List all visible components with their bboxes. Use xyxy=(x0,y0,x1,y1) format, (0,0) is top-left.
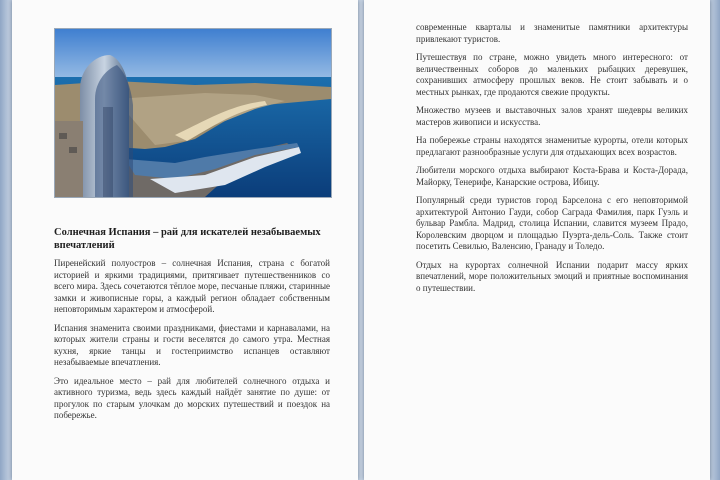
article-heading: Солнечная Испания – рай для искателей незабываемых впечатлений xyxy=(54,227,321,251)
paragraph: Путешествуя по стране, можно увидеть много интересного: от величественных соборов до маленьких рыбацких деревушек, сохранивших атмосферу прошлых веков. Не стоит забывать и о местных рынках, где продаются свежие продукты. xyxy=(416,52,688,97)
paragraph: Пиренейский полуостров – солнечная Испания, страна с богатой историей и яркими традициями, притягивает путешественников со всего мира. Здесь сочетаются тёплое море, песчаные пляжи, старинные замки и живописные горы, а каждый регион обладает собственным неповторимым характером и атмосферой. xyxy=(54,258,330,314)
paragraph: Любители морского отдыха выбирают Коста-Брава и Коста-Дорада, Майорку, Тенерифе, Канарские острова, Ибицу. xyxy=(416,165,688,187)
paragraph: Популярный среди туристов город Барселона с его неповторимой архитектурой Антонио Гауди, собор Саграда Фамилия, парк Гуэль и бульвар Рамбла. Мадрид, столица Испании, славится музеем Прадо, Королевским дворцом и площадью Пуэрта-дель-Соль. Также стоит посетить Севилью, Валенсию, Гранаду и Толедо. xyxy=(416,195,688,251)
paragraph: Испания знаменита своими праздниками, фиестами и карнавалами, на которых жители страны и гости веселятся до самого утра. Местная кухня, яркие танцы и гостеприимство испанцев оставляют незабываемые впечатления. xyxy=(54,322,330,367)
paragraph: Множество музеев и выставочных залов хранят шедевры великих мастеров живописи и искусства. xyxy=(416,105,688,127)
right-column xyxy=(416,22,688,301)
page-fade xyxy=(54,468,330,480)
page-right xyxy=(364,0,710,480)
page-left xyxy=(12,0,358,480)
paragraph: Это идеальное место – рай для любителей солнечного отдыха и активного туризма, ведь здесь каждый найдёт занятие по душе: от прогулок по старым улочкам до морских путешествий и поездок на побережье. xyxy=(54,375,330,420)
paragraph: современные кварталы и знаменитые памятники архитектуры привлекают туристов. xyxy=(416,22,688,44)
paragraph: Отдых на курортах солнечной Испании подарит массу ярких впечатлений, море положительных эмоций и приятные воспоминания о путешествии. xyxy=(416,259,688,293)
paragraph: На побережье страны находятся знаменитые курорты, отели которых предлагают разнообразные услуги для отдыхающих всех возрастов. xyxy=(416,135,688,157)
barcelona-photo xyxy=(54,28,332,198)
left-column xyxy=(54,226,330,429)
